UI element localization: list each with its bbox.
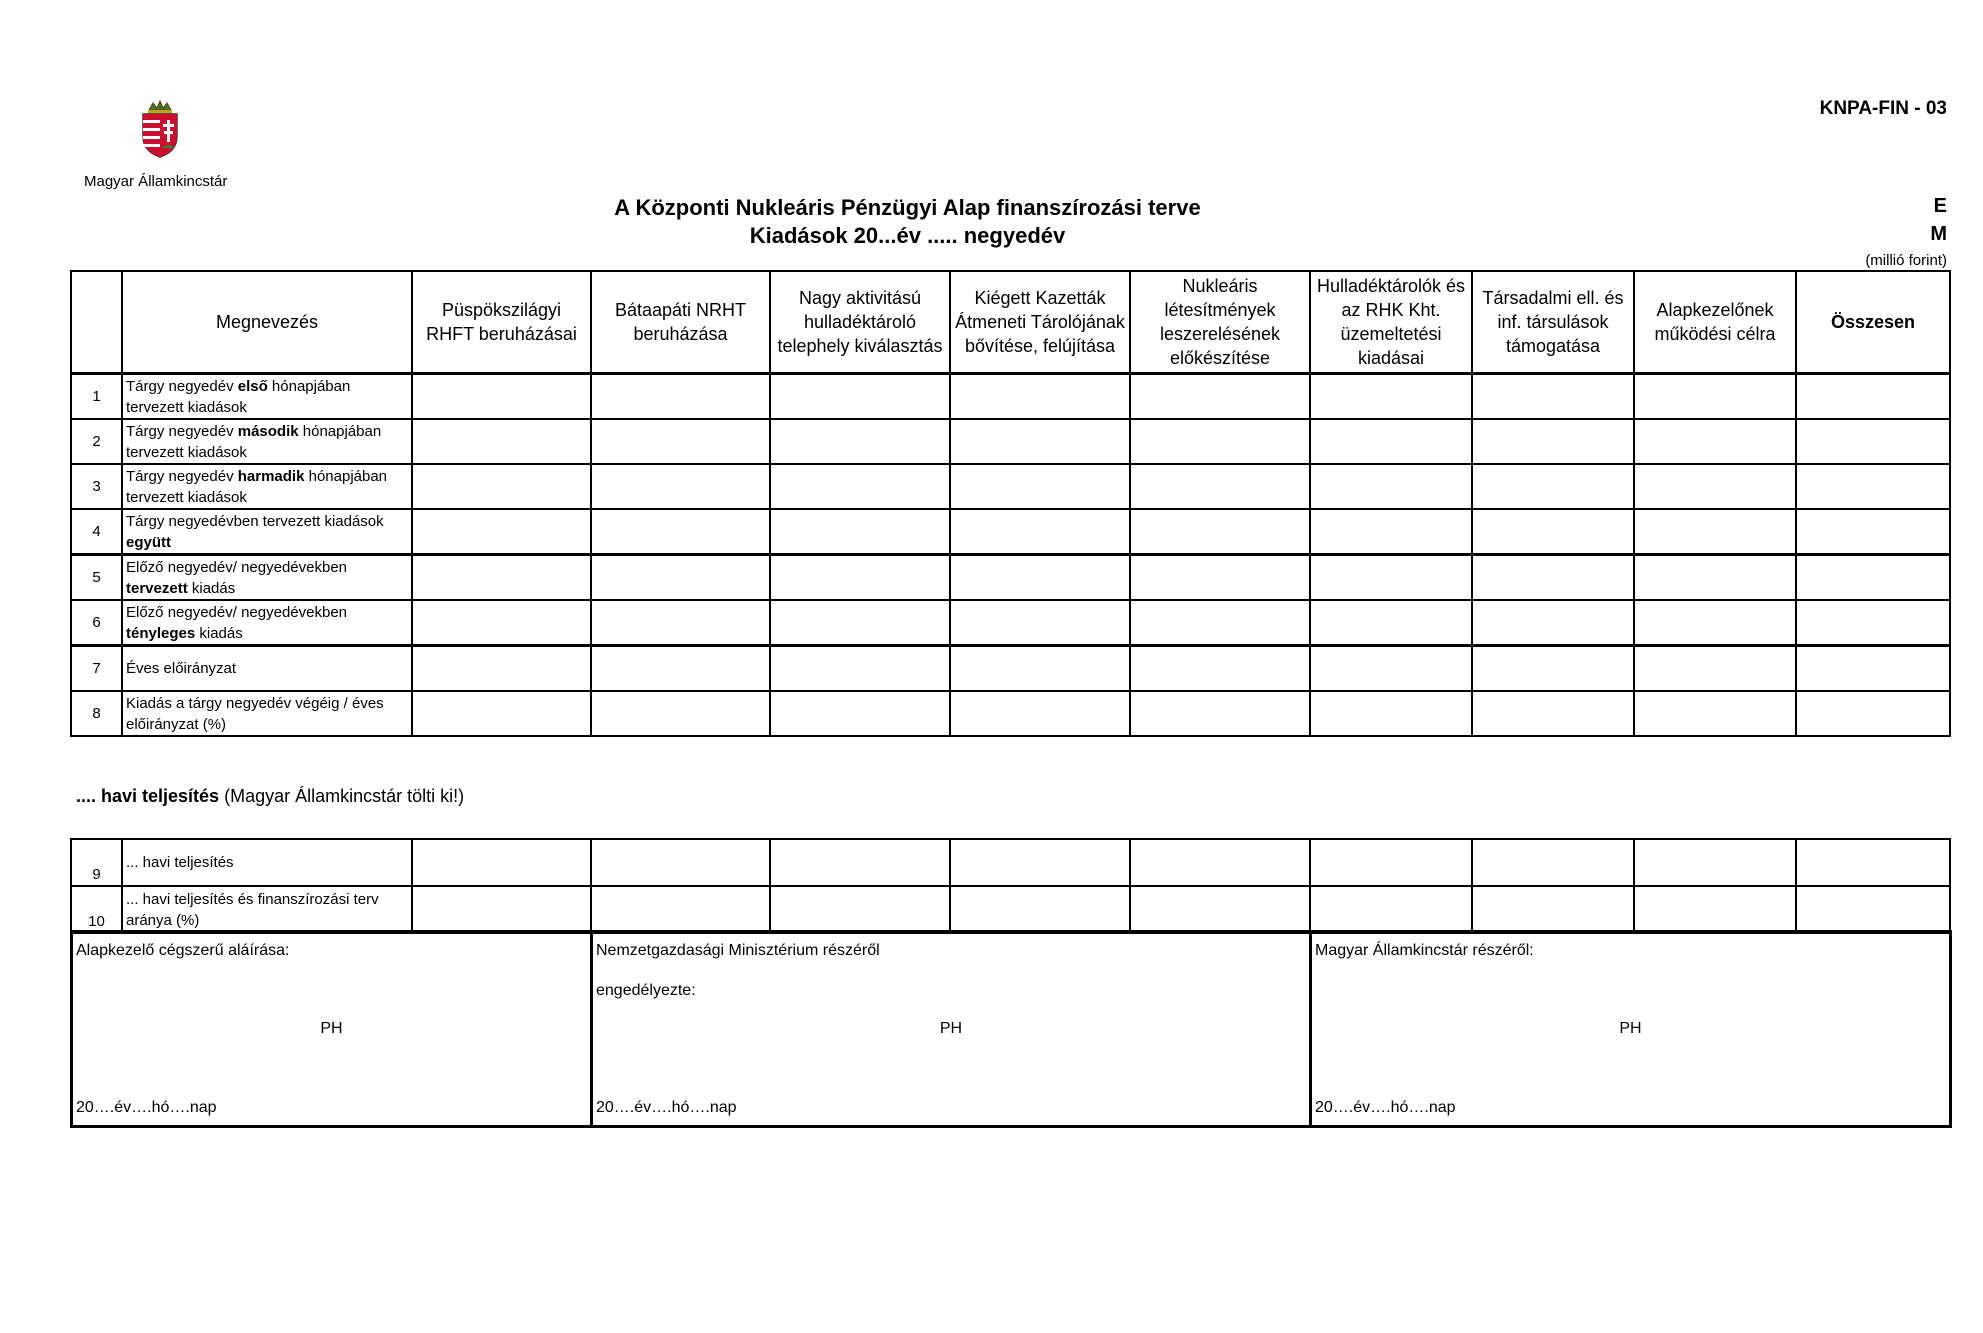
data-cell[interactable] xyxy=(1130,600,1310,646)
data-cell[interactable] xyxy=(1472,646,1634,692)
row-number: 9 xyxy=(71,839,122,886)
data-cell[interactable] xyxy=(412,646,591,692)
data-cell[interactable] xyxy=(1472,886,1634,933)
data-cell[interactable] xyxy=(1310,600,1472,646)
data-cell[interactable] xyxy=(1634,419,1796,464)
data-cell[interactable] xyxy=(412,419,591,464)
issuer-name: Magyar Államkincstár xyxy=(84,173,228,190)
row-label-bold: első xyxy=(237,377,268,395)
data-cell[interactable] xyxy=(412,374,591,420)
data-cell[interactable] xyxy=(1796,374,1950,420)
data-cell[interactable] xyxy=(1634,374,1796,420)
row-label-pre: Tárgy negyedév xyxy=(126,467,238,485)
monthly-performance-table xyxy=(70,838,1951,934)
data-cell[interactable] xyxy=(1634,691,1796,736)
data-cell[interactable] xyxy=(1310,646,1472,692)
row-label xyxy=(122,646,412,692)
row-label xyxy=(122,555,412,601)
row-label-post: hónapjában tervezett kiadások xyxy=(126,377,351,416)
data-cell[interactable] xyxy=(1130,691,1310,736)
stamp-placeholder: PH xyxy=(1619,1020,1642,1037)
data-cell[interactable] xyxy=(1310,839,1472,886)
signature-cell[interactable] xyxy=(1311,932,1951,1127)
signature-sublabel: engedélyezte: xyxy=(596,982,696,999)
row-label-pre: Tárgy negyedévben tervezett kiadások xyxy=(126,512,384,530)
row-label xyxy=(122,509,412,555)
signature-label: Nemzetgazdasági Minisztérium részéről xyxy=(596,942,880,959)
data-cell[interactable] xyxy=(950,419,1130,464)
data-cell[interactable] xyxy=(1310,374,1472,420)
data-cell[interactable] xyxy=(1310,691,1472,736)
data-cell[interactable] xyxy=(1130,886,1310,933)
document-title: A Központi Nukleáris Pénzügyi Alap finanszírozási terve xyxy=(614,195,1201,220)
monthly-section-heading xyxy=(76,786,464,807)
row-label xyxy=(122,464,412,509)
column-header: Püspökszilágyi RHFT beruházásai xyxy=(412,271,591,374)
stamp-placeholder: PH xyxy=(320,1020,343,1037)
section-heading-note: (Magyar Államkincstár tölti ki!) xyxy=(224,786,465,806)
data-cell[interactable] xyxy=(1796,509,1950,555)
data-cell[interactable] xyxy=(1796,555,1950,601)
data-cell[interactable] xyxy=(1472,509,1634,555)
row-label xyxy=(122,600,412,646)
table-row xyxy=(71,839,1950,886)
table-row xyxy=(71,509,1950,555)
data-cell[interactable] xyxy=(950,374,1130,420)
data-cell[interactable] xyxy=(1634,646,1796,692)
data-cell[interactable] xyxy=(591,839,770,886)
data-cell[interactable] xyxy=(1130,555,1310,601)
data-cell[interactable] xyxy=(1796,839,1950,886)
row-label xyxy=(122,419,412,464)
data-cell[interactable] xyxy=(950,839,1130,886)
data-cell[interactable] xyxy=(591,600,770,646)
row-label-pre: Tárgy negyedév xyxy=(126,377,238,395)
data-cell[interactable] xyxy=(412,600,591,646)
data-cell[interactable] xyxy=(591,464,770,509)
data-cell[interactable] xyxy=(1796,646,1950,692)
data-cell[interactable] xyxy=(950,555,1130,601)
row-label: ... havi teljesítés és finanszírozási terv aránya (%) xyxy=(122,886,412,933)
data-cell[interactable] xyxy=(591,691,770,736)
signature-table xyxy=(70,930,1952,1128)
data-cell[interactable] xyxy=(950,886,1130,933)
data-cell[interactable] xyxy=(1796,419,1950,464)
data-cell[interactable] xyxy=(950,509,1130,555)
data-cell[interactable] xyxy=(412,886,591,933)
column-header: Megnevezés xyxy=(122,271,412,374)
unit-label: (millió forint) xyxy=(1865,252,1947,269)
data-cell[interactable] xyxy=(1634,839,1796,886)
row-label-post: hónapjában tervezett kiadások xyxy=(126,467,388,506)
data-cell[interactable] xyxy=(591,374,770,420)
data-cell[interactable] xyxy=(1472,464,1634,509)
table-row xyxy=(71,419,1950,464)
data-cell[interactable] xyxy=(591,509,770,555)
data-cell[interactable] xyxy=(591,646,770,692)
financing-plan-table xyxy=(70,270,1951,737)
row-label-post: hónapjában tervezett kiadások xyxy=(126,422,382,461)
row-number: 5 xyxy=(71,555,122,601)
data-cell[interactable] xyxy=(1310,509,1472,555)
form-code: KNPA-FIN - 03 xyxy=(1819,98,1947,119)
section-heading-bold: .... havi teljesítés xyxy=(76,786,220,806)
signature-row xyxy=(72,932,1951,1127)
document-subtitle: Kiadások 20...év ..... negyedév xyxy=(749,223,1066,248)
row-label xyxy=(122,374,412,420)
data-cell[interactable] xyxy=(1634,600,1796,646)
side-mark-m: M xyxy=(1930,223,1947,245)
data-cell[interactable] xyxy=(1310,419,1472,464)
signature-label: Alapkezelő cégszerű aláírása: xyxy=(76,942,290,959)
data-cell[interactable] xyxy=(1472,374,1634,420)
data-cell[interactable] xyxy=(1472,839,1634,886)
row-label: ... havi teljesítés xyxy=(122,839,412,886)
data-cell[interactable] xyxy=(412,691,591,736)
data-cell[interactable] xyxy=(1634,555,1796,601)
data-cell[interactable] xyxy=(1310,886,1472,933)
data-cell[interactable] xyxy=(1130,839,1310,886)
data-cell[interactable] xyxy=(770,555,950,601)
row-label-post: kiadás xyxy=(187,579,236,597)
table-row xyxy=(71,600,1950,646)
data-cell[interactable] xyxy=(1472,419,1634,464)
row-number: 4 xyxy=(71,509,122,555)
data-cell[interactable] xyxy=(412,509,591,555)
data-cell[interactable] xyxy=(770,839,950,886)
column-header: Bátaapáti NRHT beruházása xyxy=(591,271,770,374)
data-cell[interactable] xyxy=(770,419,950,464)
data-cell[interactable] xyxy=(770,886,950,933)
data-cell[interactable] xyxy=(770,691,950,736)
data-cell[interactable] xyxy=(770,646,950,692)
table-row xyxy=(71,374,1950,420)
data-cell[interactable] xyxy=(591,555,770,601)
row-number: 1 xyxy=(71,374,122,420)
row-label-bold: tényleges xyxy=(126,624,196,642)
data-cell[interactable] xyxy=(770,374,950,420)
column-header: Hulladéktárolók és az RHK Kht. üzemeltetési kiadásai xyxy=(1310,271,1472,374)
header-row xyxy=(71,271,1950,374)
row-label-pre: Előző negyedév/ negyedévekben xyxy=(126,558,348,576)
row-label-pre: Kiadás a tárgy negyedév végéig / éves előirányzat (%) xyxy=(126,694,384,733)
column-header: Alapkezelőnek működési célra xyxy=(1634,271,1796,374)
stamp-placeholder: PH xyxy=(939,1020,963,1037)
data-cell[interactable] xyxy=(591,886,770,933)
signature-cell[interactable] xyxy=(72,932,592,1127)
signature-label: Magyar Államkincstár részéről: xyxy=(1315,942,1534,959)
data-cell[interactable] xyxy=(1796,886,1950,933)
table-row xyxy=(71,691,1950,736)
row-number: 10 xyxy=(71,886,122,933)
data-cell[interactable] xyxy=(1310,464,1472,509)
data-cell[interactable] xyxy=(1310,555,1472,601)
data-cell[interactable] xyxy=(412,555,591,601)
data-cell[interactable] xyxy=(412,464,591,509)
row-number: 7 xyxy=(71,646,122,692)
data-cell[interactable] xyxy=(1634,886,1796,933)
data-cell[interactable] xyxy=(770,600,950,646)
row-label xyxy=(122,691,412,736)
data-cell[interactable] xyxy=(1472,600,1634,646)
data-cell[interactable] xyxy=(950,600,1130,646)
data-cell[interactable] xyxy=(1796,464,1950,509)
column-header: Kiégett Kazetták Átmeneti Tárolójának bővítése, felújítása xyxy=(950,271,1130,374)
column-header: Társadalmi ell. és inf. társulások támogatása xyxy=(1472,271,1634,374)
data-cell[interactable] xyxy=(1130,646,1310,692)
data-cell[interactable] xyxy=(770,509,950,555)
data-cell[interactable] xyxy=(1796,691,1950,736)
num-header xyxy=(71,271,122,374)
row-label-pre: Éves előirányzat xyxy=(126,660,237,677)
row-label-pre: Tárgy negyedév xyxy=(126,422,238,440)
table-row xyxy=(71,464,1950,509)
column-header: Nagy aktivitású hulladéktároló telephely kiválasztás xyxy=(770,271,950,374)
row-label-bold: harmadik xyxy=(237,467,305,485)
row-label-bold: második xyxy=(237,422,299,440)
data-cell[interactable] xyxy=(1472,691,1634,736)
signature-date: 20….év….hó….nap xyxy=(76,1099,217,1116)
row-label-pre: Előző negyedév/ negyedévekben xyxy=(126,603,348,621)
row-label-post: kiadás xyxy=(195,624,243,642)
row-label-bold: együtt xyxy=(126,533,171,551)
data-cell[interactable] xyxy=(1634,509,1796,555)
data-cell[interactable] xyxy=(1634,464,1796,509)
data-cell[interactable] xyxy=(1472,555,1634,601)
row-label-bold: tervezett xyxy=(126,579,188,597)
signature-cell[interactable] xyxy=(592,932,1311,1127)
row-number: 8 xyxy=(71,691,122,736)
row-number: 3 xyxy=(71,464,122,509)
table-row xyxy=(71,646,1950,692)
data-cell[interactable] xyxy=(1130,464,1310,509)
data-cell[interactable] xyxy=(950,691,1130,736)
signature-date: 20….év….hó….nap xyxy=(596,1099,737,1116)
data-cell[interactable] xyxy=(950,646,1130,692)
table-row xyxy=(71,886,1950,933)
data-cell[interactable] xyxy=(1130,509,1310,555)
side-mark-e: E xyxy=(1933,195,1947,217)
row-number: 6 xyxy=(71,600,122,646)
signature-date: 20….év….hó….nap xyxy=(1315,1099,1456,1116)
column-header-total: Összesen xyxy=(1796,271,1950,374)
data-cell[interactable] xyxy=(950,464,1130,509)
data-cell[interactable] xyxy=(1130,374,1310,420)
data-cell[interactable] xyxy=(770,464,950,509)
table-row xyxy=(71,555,1950,601)
data-cell[interactable] xyxy=(412,839,591,886)
row-number: 2 xyxy=(71,419,122,464)
column-header: Nukleáris létesítmények leszerelésének előkészítése xyxy=(1130,271,1310,374)
data-cell[interactable] xyxy=(1130,419,1310,464)
data-cell[interactable] xyxy=(1796,600,1950,646)
coat-of-arms-icon xyxy=(137,100,183,158)
data-cell[interactable] xyxy=(591,419,770,464)
